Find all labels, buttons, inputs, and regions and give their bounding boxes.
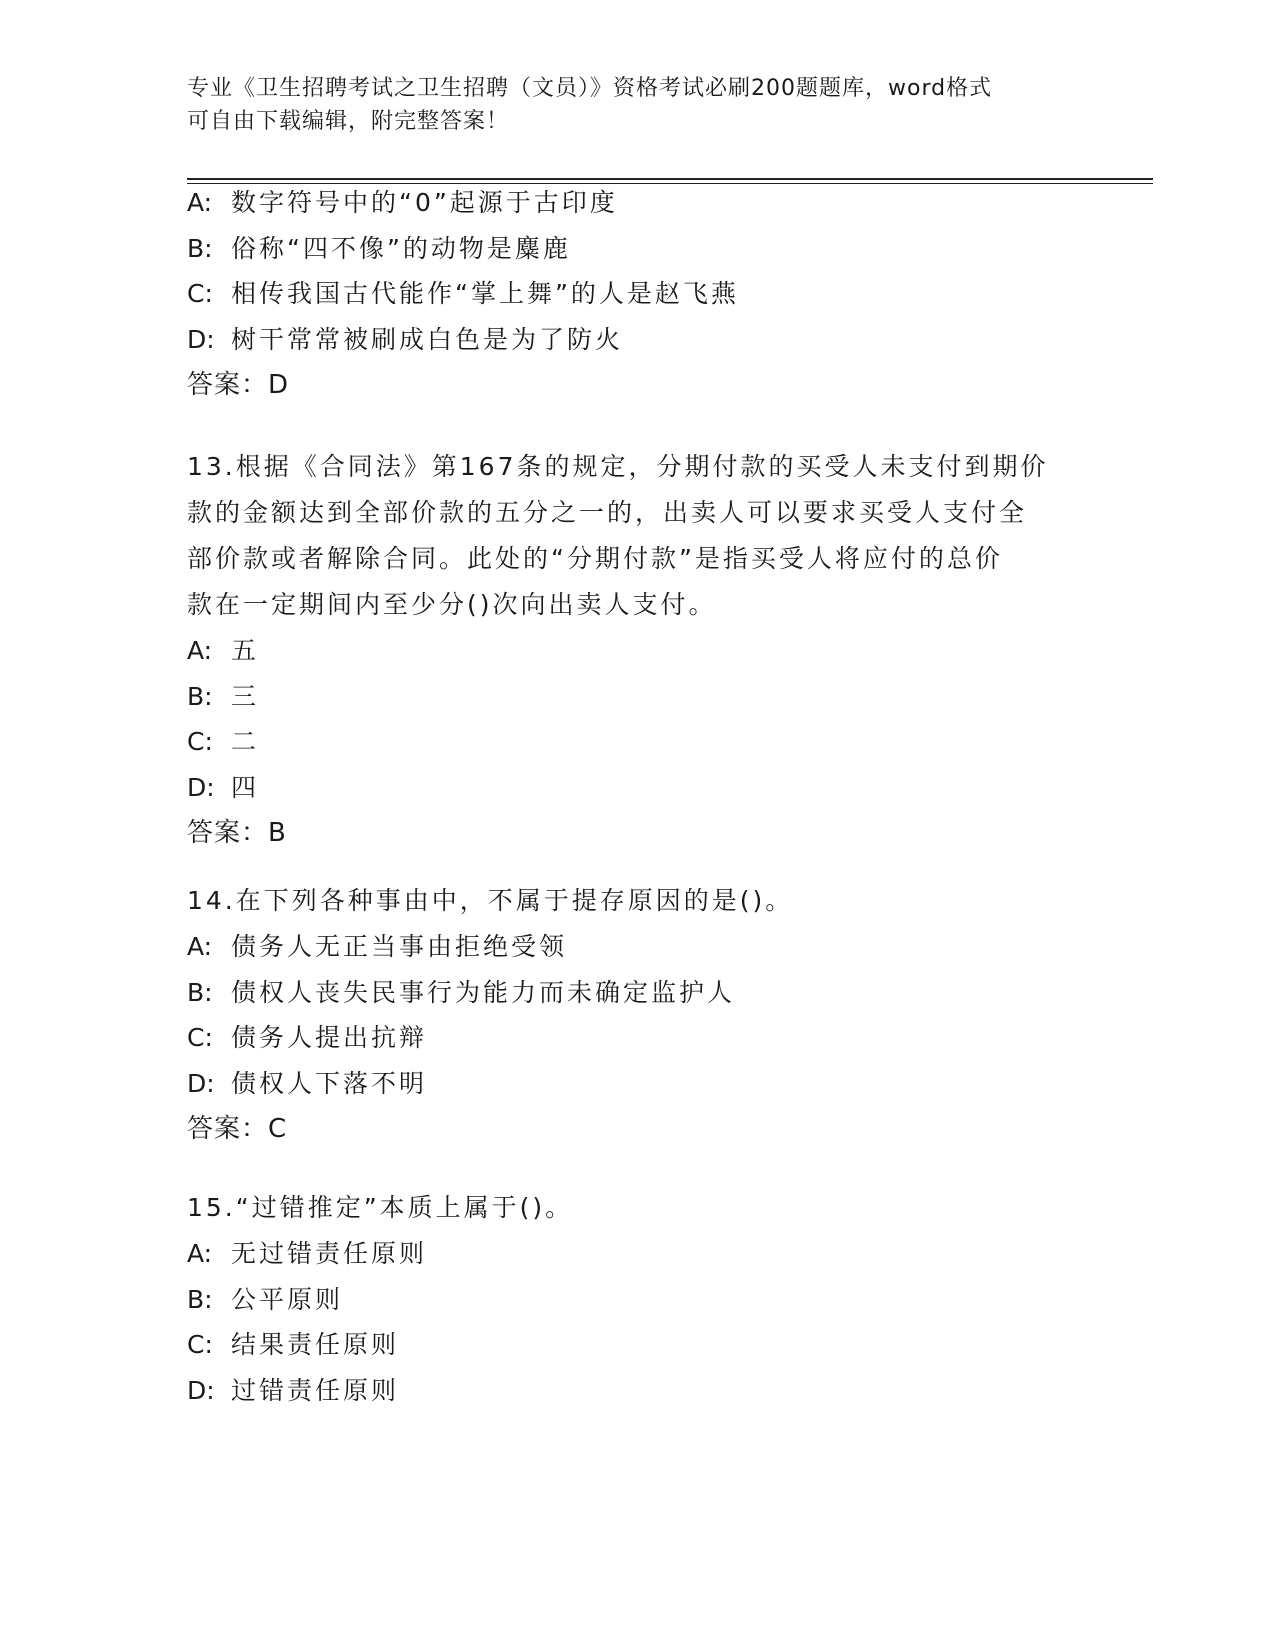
option-key: B:: [187, 233, 213, 263]
option-key: B:: [187, 1284, 213, 1314]
option-text: 树干常常被刷成白色是为了防火: [231, 324, 624, 354]
option-c: [187, 1322, 1087, 1368]
option-key: D:: [187, 1375, 215, 1405]
header-line-2: 可自由下载编辑，附完整答案！: [187, 109, 510, 134]
option-text: 俗称“四不像”的动物是麋鹿: [231, 233, 571, 263]
answer: 答案：C: [187, 1114, 288, 1144]
option-c: [187, 271, 1087, 317]
option-key: B:: [187, 977, 213, 1007]
option-text: 公平原则: [231, 1284, 344, 1314]
option-key: B:: [187, 681, 213, 711]
option-key: A:: [187, 1239, 213, 1268]
answer: 答案：D: [187, 370, 290, 400]
option-key: C:: [187, 1023, 213, 1052]
option-key: D:: [187, 324, 215, 354]
question-14: [187, 878, 1087, 1152]
question-stem-line: 13.根据《合同法》第167条的规定，分期付款的买受人未支付到期价: [187, 452, 1049, 481]
option-text: 四: [231, 772, 260, 802]
option-key: D:: [187, 1068, 215, 1098]
option-text: 债务人提出抗辩: [231, 1023, 428, 1052]
option-text: 二: [231, 727, 260, 756]
option-a: [187, 924, 1087, 970]
option-key: C:: [187, 1330, 213, 1359]
option-text: 债权人丧失民事行为能力而未确定监护人: [231, 977, 736, 1007]
option-text: 数字符号中的“0”起源于古印度: [231, 188, 618, 217]
option-d: [187, 765, 1087, 811]
option-c: [187, 1015, 1087, 1061]
option-text: 债务人无正当事由拒绝受领: [231, 932, 568, 961]
question-stem: 14.在下列各种事由中，不属于提存原因的是()。: [187, 886, 794, 915]
option-text: 过错责任原则: [231, 1375, 400, 1405]
question-15: [187, 1185, 1087, 1413]
option-a: [187, 628, 1087, 674]
option-key: C:: [187, 279, 213, 308]
option-c: [187, 719, 1087, 765]
option-key: A:: [187, 636, 213, 665]
option-d: [187, 317, 1087, 363]
option-a: [187, 180, 1087, 226]
option-text: 无过错责任原则: [231, 1239, 428, 1268]
option-text: 债权人下落不明: [231, 1068, 428, 1098]
option-text: 结果责任原则: [231, 1330, 400, 1359]
option-text: 相传我国古代能作“掌上舞”的人是赵飞燕: [231, 279, 739, 308]
document-header: [187, 72, 1067, 138]
question-stem-line: 款在一定期间内至少分()次向出卖人支付。: [187, 590, 717, 619]
option-text: 三: [231, 681, 260, 711]
option-b: [187, 970, 1087, 1016]
question-13: [187, 444, 1087, 856]
question-stem-line: 部价款或者解除合同。此处的“分期付款”是指买受人将应付的总价: [187, 544, 1003, 573]
question-stem-line: 款的金额达到全部价款的五分之一的，出卖人可以要求买受人支付全: [187, 498, 1028, 527]
answer: 答案：B: [187, 818, 287, 848]
option-a: [187, 1231, 1087, 1277]
option-d: [187, 1368, 1087, 1414]
option-key: D:: [187, 772, 215, 802]
option-d: [187, 1061, 1087, 1107]
option-text: 五: [231, 636, 260, 665]
option-b: [187, 226, 1087, 272]
question-stem: 15.“过错推定”本质上属于()。: [187, 1193, 574, 1222]
option-b: [187, 1277, 1087, 1323]
option-key: A:: [187, 932, 213, 961]
option-key: C:: [187, 727, 213, 756]
header-line-1: 专业《卫生招聘考试之卫生招聘（文员）》资格考试必刷200题题库，word格式: [187, 76, 993, 101]
option-key: A:: [187, 188, 213, 217]
option-b: [187, 674, 1087, 720]
question-12: [187, 180, 1087, 408]
